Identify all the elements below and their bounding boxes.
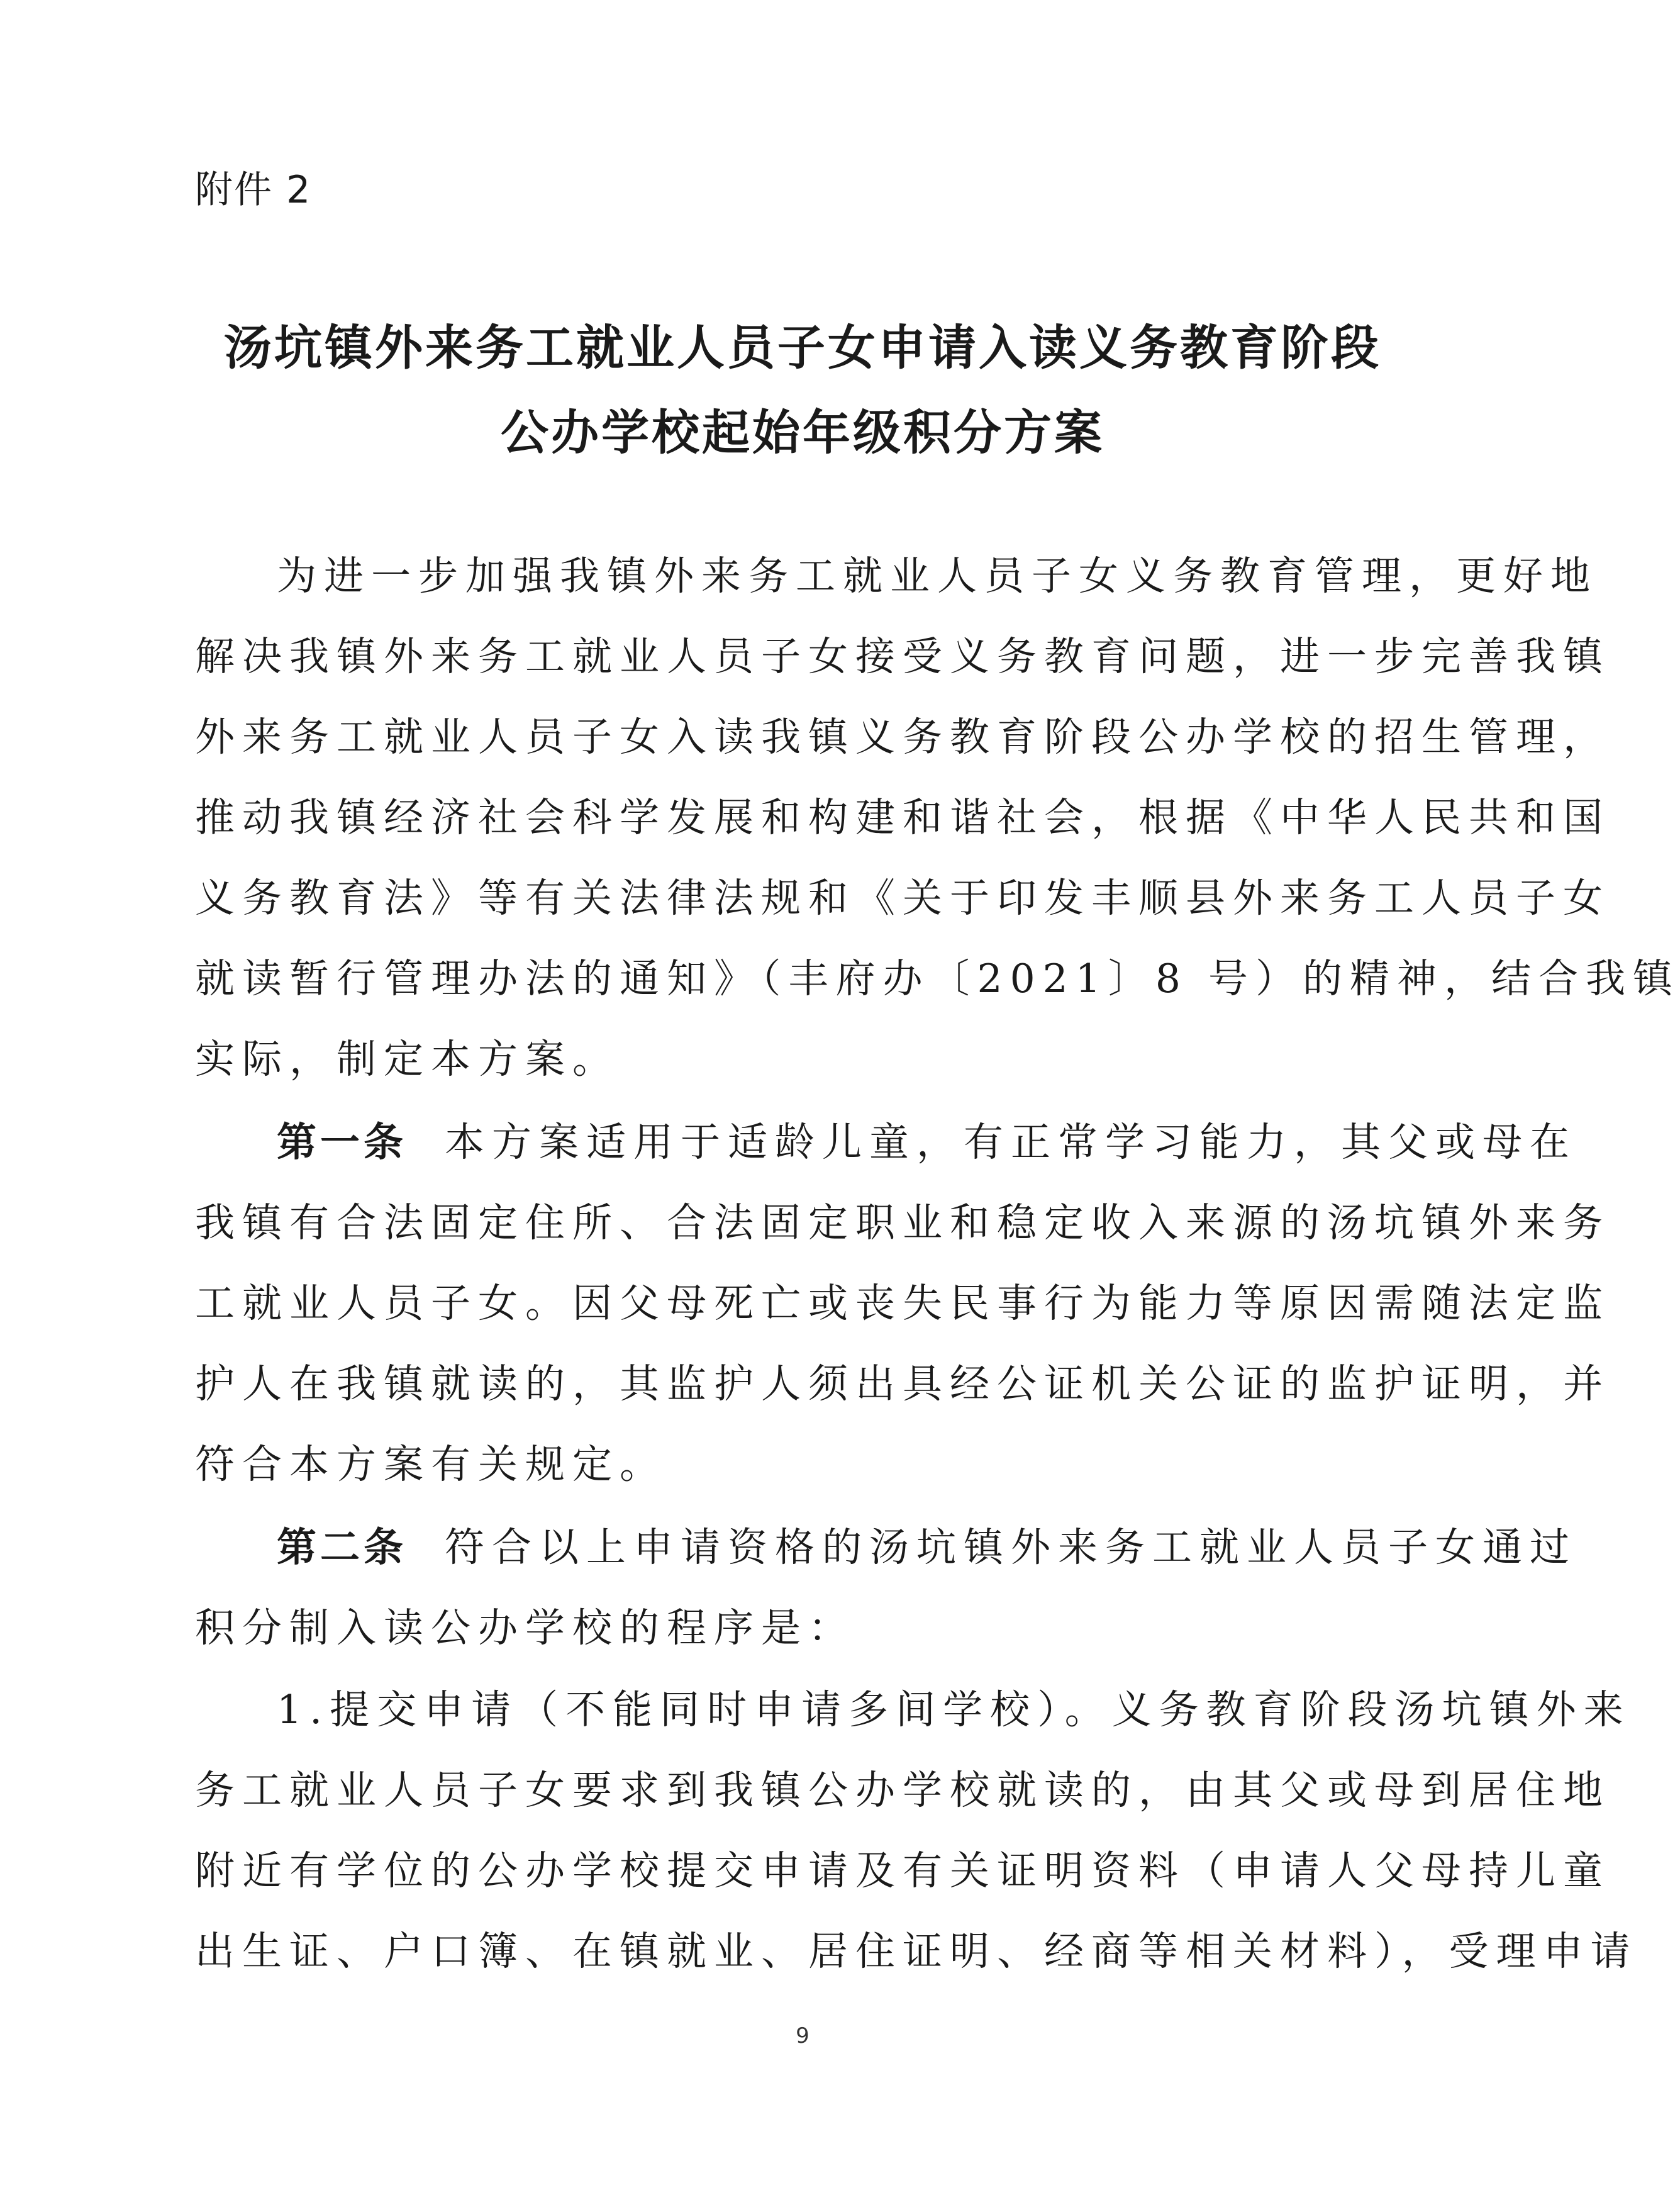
paragraph-line — [195, 1102, 1577, 1183]
paragraph-line: 护人在我镇就读的，其监护人须出具经公证机关公证的监护证明，并 — [195, 1361, 1610, 1407]
paragraph-line: 实际，制定本方案。 — [195, 1036, 620, 1082]
item-1-paragraph — [195, 1670, 1638, 1992]
paragraph-line: 推动我镇经济社会科学发展和构建和谐社会，根据《中华人民共和国 — [195, 795, 1610, 841]
article-1-heading: 第一条 — [277, 1119, 407, 1165]
paragraph-line: 附近有学位的公办学校提交申请及有关证明资料（申请人父母持儿童 — [195, 1848, 1610, 1894]
paragraph-line: 出生证、户口簿、在镇就业、居住证明、经商等相关材料），受理申请 — [195, 1928, 1638, 1974]
attachment-label: 附件 2 — [195, 168, 312, 212]
paragraph-line: 外来务工就业人员子女入读我镇义务教育阶段公办学校的招生管理， — [195, 714, 1610, 760]
paragraph-line: 积分制入读公办学校的程序是： — [195, 1605, 855, 1651]
paragraph-line: 就读暂行管理办法的通知》（丰府办〔2021〕8 号）的精神，结合我镇 — [195, 956, 1680, 1002]
paragraph-line: 1.提交申请（不能同时申请多间学校）。义务教育阶段汤坑镇外来 — [277, 1687, 1631, 1733]
page-number: 9 — [796, 2023, 809, 2048]
document-title-line-1: 汤坑镇外来务工就业人员子女申请入读义务教育阶段 — [224, 320, 1381, 376]
article-1-paragraph — [195, 1102, 1610, 1505]
article-2-paragraph — [195, 1507, 1577, 1668]
paragraph-line — [195, 1507, 1577, 1588]
paragraph-line: 务工就业人员子女要求到我镇公办学校就读的，由其父或母到居住地 — [195, 1767, 1610, 1813]
paragraph-line: 义务教育法》等有关法律法规和《关于印发丰顺县外来务工人员子女 — [195, 875, 1610, 921]
document-title-line-2: 公办学校起始年级积分方案 — [501, 405, 1104, 461]
article-2-text: 符合以上申请资格的汤坑镇外来务工就业人员子女通过 — [445, 1524, 1577, 1570]
paragraph-line: 为进一步加强我镇外来务工就业人员子女义务教育管理，更好地 — [277, 553, 1598, 599]
paragraph-line: 解决我镇外来务工就业人员子女接受义务教育问题，进一步完善我镇 — [195, 634, 1610, 679]
paragraph-line: 我镇有合法固定住所、合法固定职业和稳定收入来源的汤坑镇外来务 — [195, 1200, 1610, 1246]
intro-paragraph — [195, 536, 1680, 1100]
paragraph-line: 符合本方案有关规定。 — [195, 1441, 667, 1487]
article-1-text: 本方案适用于适龄儿童，有正常学习能力，其父或母在 — [445, 1119, 1577, 1165]
article-2-heading: 第二条 — [277, 1524, 407, 1570]
paragraph-line: 工就业人员子女。因父母死亡或丧失民事行为能力等原因需随法定监 — [195, 1280, 1610, 1326]
